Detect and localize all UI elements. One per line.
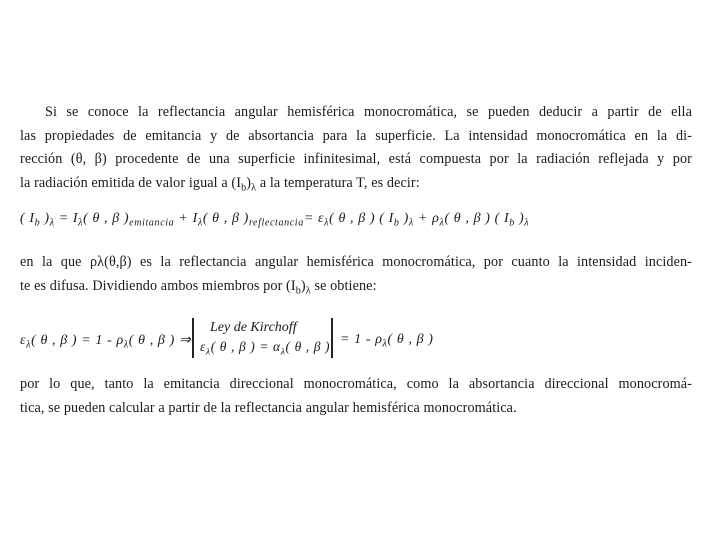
- subscript: λ: [382, 338, 388, 350]
- eq-part: = ε: [303, 211, 325, 226]
- text-line: por lo que, tanto la emitancia direccional monocromática, como la absortancia direccional monocromá-: [20, 376, 692, 392]
- text-fragment: ): [300, 277, 306, 294]
- subscript: λ: [123, 339, 129, 351]
- subscript: λ: [524, 217, 530, 229]
- text-fragment: a la temperatura T, es decir:: [256, 174, 420, 191]
- subscript: λ: [305, 285, 311, 297]
- text-line: rección (θ, β) procedente de una superficie infinitesimal, está compuesta por la radiación reflejada y por: [20, 151, 692, 168]
- text-line: Si se conoce la reflectancia angular hemisférica monocromática, se pueden deducir a partir de ella: [45, 104, 692, 120]
- subscript: λ: [439, 217, 445, 229]
- eq-part: ( θ , β ) ⇒: [128, 333, 192, 348]
- eq-part: I: [192, 211, 198, 226]
- subscript: λ: [408, 217, 414, 229]
- bracket-bar-right: [331, 318, 333, 358]
- subscript: λ: [78, 217, 84, 229]
- text-line: [20, 172, 692, 200]
- subscript: λ: [251, 182, 257, 194]
- subscript: b: [393, 217, 400, 229]
- eq-part: = 1 - ρ: [340, 332, 383, 347]
- subscript: λ: [280, 346, 286, 358]
- paragraph-middle: [20, 251, 692, 303]
- subscript: emitancia: [129, 217, 175, 229]
- eq-part: ): [514, 211, 525, 226]
- subscript: λ: [26, 339, 32, 351]
- subscript: b: [34, 217, 41, 229]
- text-line: tica, se pueden calcular a partir de la reflectancia angular hemisférica monocromática.: [20, 399, 517, 416]
- equation-result: [340, 332, 434, 350]
- text-line: las propiedades de emitancia y de absortancia para la superficie. La intensidad monocromática en la di-: [20, 127, 692, 144]
- eq-part: ): [40, 211, 50, 226]
- text-line: [20, 275, 692, 303]
- eq-part: ( θ , β ): [202, 211, 249, 226]
- eq-part: ( θ , β ) = 1 - ρ: [31, 333, 124, 348]
- eq-part: ( θ , β ) ( I: [329, 211, 394, 226]
- text-fragment: se obtiene:: [310, 277, 377, 294]
- eq-part: = I: [54, 211, 79, 226]
- text-fragment: ): [246, 174, 252, 191]
- equation-intensity: [20, 211, 529, 229]
- subscript: b: [241, 182, 247, 194]
- subscript: λ: [324, 217, 330, 229]
- equation-emittance: [20, 332, 191, 351]
- text-fragment: te es difusa. Dividiendo ambos miembros por (I: [20, 277, 296, 294]
- subscript: b: [509, 217, 515, 229]
- text-fragment: la radiación emitida de valor igual a (I: [20, 174, 242, 191]
- paragraph-conclusion: [20, 373, 692, 420]
- eq-part: ( I: [20, 211, 35, 226]
- eq-part: ): [399, 211, 409, 226]
- text-line: en la que ρλ(θ,β) es la reflectancia angular hemisférica monocromática, por cuanto la intensidad inciden-: [20, 254, 692, 270]
- subscript: reflectancia: [248, 217, 304, 229]
- eq-part: + ρ: [413, 211, 440, 226]
- subscript: λ: [49, 217, 55, 229]
- eq-part: +: [174, 211, 193, 226]
- eq-part: ( θ , β ): [83, 211, 130, 226]
- kirchhoff-equation: [200, 339, 330, 357]
- subscript: λ: [205, 346, 211, 358]
- paragraph-intro: [20, 101, 692, 200]
- eq-part: ( θ , β ): [387, 332, 434, 347]
- eq-part: ( θ , β ) = α: [210, 339, 281, 354]
- eq-part: ( θ , β ) ( I: [444, 211, 510, 226]
- subscript: b: [295, 285, 301, 297]
- subscript: λ: [197, 217, 203, 229]
- kirchhoff-label: Ley de Kirchoff: [210, 320, 297, 335]
- eq-part: ε: [200, 339, 206, 354]
- eq-part: ( θ , β ): [285, 339, 331, 354]
- eq-part: ε: [20, 333, 27, 348]
- bracket-bar-left: [192, 318, 194, 358]
